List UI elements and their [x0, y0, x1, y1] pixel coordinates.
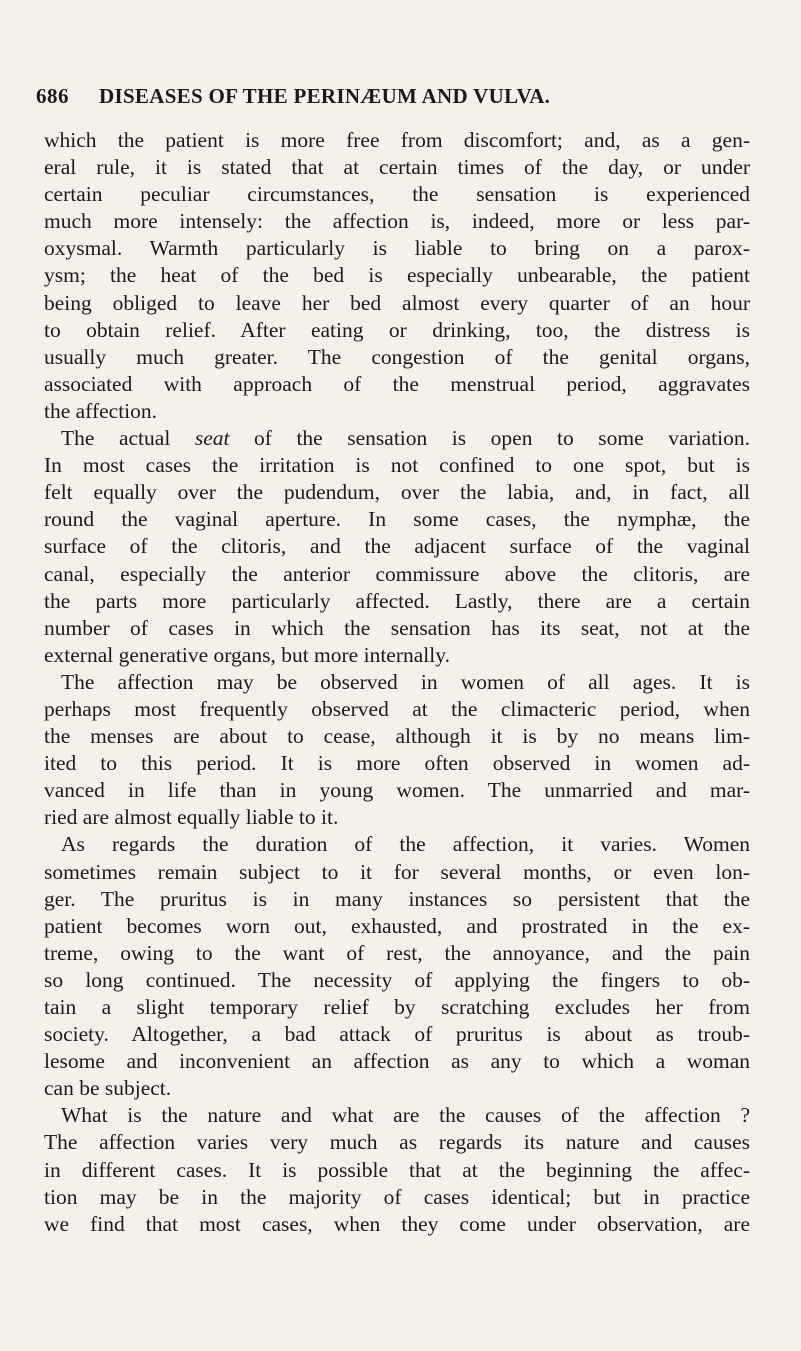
text-line: ited to this period. It is more often observed in women ad- [44, 751, 750, 776]
text-line: The affection may be observed in women of all ages. It is [61, 669, 750, 694]
text-line: round the vaginal aperture. In some cases, the nymphæ, the [44, 507, 750, 532]
text-line: the parts more particularly affected. Lastly, there are a certain [44, 588, 750, 613]
text-line: society. Altogether, a bad attack of pruritus is about as troub- [44, 1022, 750, 1047]
line-segment: of the sensation is open to some variation. [229, 426, 750, 451]
text-line: so long continued. The necessity of applying the fingers to ob- [44, 967, 750, 992]
text-line: to obtain relief. After eating or drinking, too, the distress is [44, 317, 750, 342]
italic-seat: seat [194, 426, 230, 451]
text-line: As regards the duration of the affection, it varies. Women [61, 832, 750, 857]
text-line: In most cases the irritation is not confined to one spot, but is [44, 453, 750, 478]
text-line: tain a slight temporary relief by scratching excludes her from [44, 995, 750, 1019]
text-line: felt equally over the pudendum, over the labia, and, in fact, all [44, 480, 750, 505]
text-line: patient becomes worn out, exhausted, and prostrated in the ex- [44, 913, 750, 938]
text-line: lesome and inconvenient an affection as any to which a woman [44, 1049, 750, 1074]
text-line: much more intensely: the affection is, indeed, more or less par- [44, 209, 750, 234]
text-line: treme, owing to the want of rest, the annoyance, and the pain [44, 940, 750, 965]
text-line: surface of the clitoris, and the adjacent surface of the vaginal [44, 534, 750, 559]
text-line: which the patient is more free from discomfort; and, as a gen- [44, 128, 750, 152]
text-line: the menses are about to cease, although it is by no means lim- [44, 724, 750, 749]
text-line: canal, especially the anterior commissure above the clitoris, are [44, 561, 750, 586]
text-line: the affection. [44, 398, 158, 423]
text-line: eral rule, it is stated that at certain times of the day, or under [44, 155, 750, 180]
text-line: sometimes remain subject to it for several months, or even lon- [44, 859, 750, 884]
text-line: ger. The pruritus is in many instances so persistent that the [44, 886, 750, 911]
running-title: DISEASES OF THE PERINÆUM AND VULVA. [99, 84, 551, 108]
text-line: in different cases. It is possible that at the beginning the affec- [44, 1157, 750, 1182]
text-line-with-italic [44, 425, 750, 452]
text-line: we find that most cases, when they come under observation, are [44, 1211, 750, 1236]
text-line: number of cases in which the sensation has its seat, not at the [44, 615, 750, 640]
text-line: ried are almost equally liable to it. [44, 805, 339, 830]
text-line: can be subject. [44, 1076, 172, 1101]
running-head [36, 84, 766, 114]
text-line: The affection varies very much as regards its nature and causes [44, 1130, 750, 1155]
text-line: usually much greater. The congestion of the genital organs, [44, 344, 750, 369]
text-line: vanced in life than in young women. The unmarried and mar- [44, 778, 750, 803]
text-line: What is the nature and what are the causes of the affection ? [61, 1103, 750, 1128]
line-segment: The actual [61, 426, 195, 451]
text-line: oxysmal. Warmth particularly is liable to bring on a parox- [44, 236, 750, 261]
body-text [44, 127, 750, 1238]
text-line: tion may be in the majority of cases identical; but in practice [44, 1184, 750, 1209]
text-line: associated with approach of the menstrual period, aggravates [44, 371, 750, 396]
text-line: perhaps most frequently observed at the climacteric period, when [44, 696, 750, 721]
text-line: ysm; the heat of the bed is especially unbearable, the patient [44, 263, 750, 288]
text-line: external generative organs, but more internally. [44, 642, 450, 667]
text-line: being obliged to leave her bed almost every quarter of an hour [44, 290, 750, 315]
text-line: certain peculiar circumstances, the sensation is experienced [44, 182, 750, 207]
page-number: 686 [36, 84, 69, 108]
